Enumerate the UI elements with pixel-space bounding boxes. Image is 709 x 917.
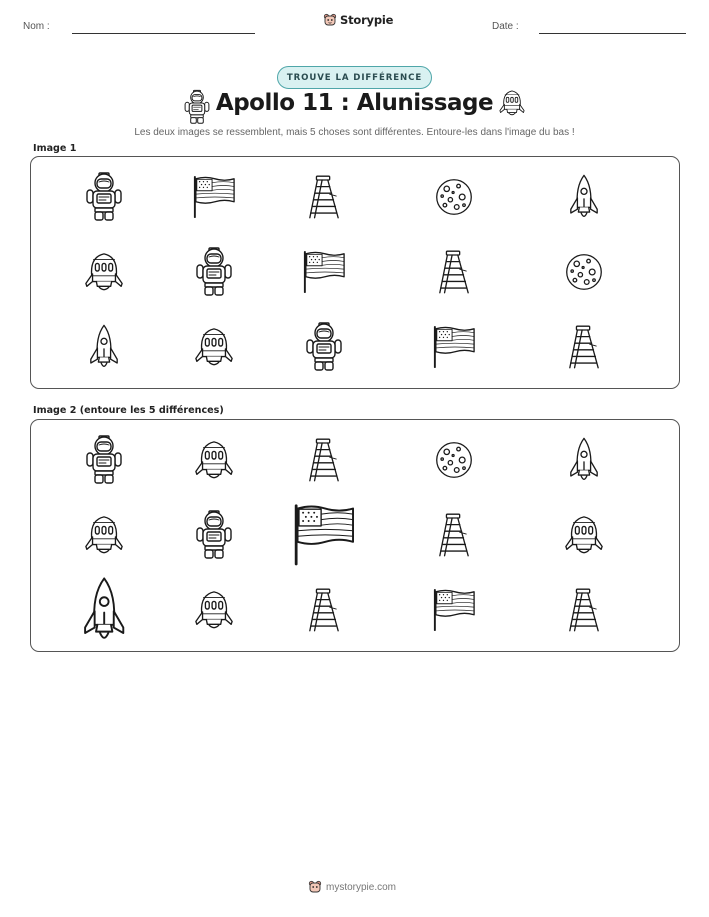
rocket-icon[interactable] bbox=[568, 436, 600, 484]
capsule-icon bbox=[193, 325, 235, 369]
capsule-icon[interactable] bbox=[83, 513, 125, 557]
capsule-icon bbox=[83, 250, 125, 294]
storypie-logo-icon bbox=[308, 880, 322, 894]
rocket-icon[interactable] bbox=[81, 575, 127, 645]
ladder-icon[interactable] bbox=[567, 588, 601, 632]
ladder-icon bbox=[567, 325, 601, 369]
flag-icon[interactable] bbox=[432, 588, 476, 632]
name-line[interactable] bbox=[72, 33, 255, 34]
astronaut-icon bbox=[194, 246, 234, 298]
page-title: Apollo 11 : Alunissage bbox=[215, 90, 494, 116]
flag-icon bbox=[432, 325, 476, 369]
rocket-icon bbox=[568, 173, 600, 221]
image1-panel bbox=[30, 156, 680, 389]
footer bbox=[308, 880, 396, 894]
image1-label: Image 1 bbox=[33, 143, 77, 154]
find-difference-badge bbox=[277, 66, 432, 89]
moon-icon bbox=[434, 177, 474, 217]
flag-icon[interactable] bbox=[292, 503, 356, 567]
date-line[interactable] bbox=[539, 33, 686, 34]
rocket-capsule-icon bbox=[498, 89, 526, 123]
instructions: Les deux images se ressemblent, mais 5 choses sont différentes. Entoure-les dans l'image du bas ! bbox=[134, 127, 575, 138]
date-label: Date : bbox=[492, 21, 519, 32]
ladder-icon bbox=[437, 250, 471, 294]
storypie-logo-icon bbox=[323, 13, 337, 27]
ladder-icon[interactable] bbox=[437, 513, 471, 557]
capsule-icon[interactable] bbox=[563, 513, 605, 557]
rocket-icon bbox=[88, 323, 120, 371]
capsule-icon[interactable] bbox=[193, 438, 235, 482]
image2-label: Image 2 (entoure les 5 différences) bbox=[33, 405, 224, 416]
astronaut-icon bbox=[84, 171, 124, 223]
footer-url: mystorypie.com bbox=[326, 881, 397, 893]
capsule-icon[interactable] bbox=[193, 588, 235, 632]
ladder-icon[interactable] bbox=[307, 588, 341, 632]
badge-text: TROUVE LA DIFFÉRENCE bbox=[286, 72, 423, 83]
flag-icon bbox=[302, 250, 346, 294]
name-label: Nom : bbox=[23, 21, 50, 32]
brand-name: Storypie bbox=[340, 13, 394, 27]
astronaut-icon[interactable] bbox=[194, 509, 234, 561]
astronaut-icon[interactable] bbox=[84, 434, 124, 486]
flag-icon bbox=[192, 175, 236, 219]
moon-icon[interactable] bbox=[434, 440, 474, 480]
moon-icon bbox=[564, 252, 604, 292]
astronaut-icon bbox=[304, 321, 344, 373]
image2-panel[interactable] bbox=[30, 419, 680, 652]
ladder-icon bbox=[307, 175, 341, 219]
ladder-icon[interactable] bbox=[307, 438, 341, 482]
brand bbox=[323, 13, 393, 27]
